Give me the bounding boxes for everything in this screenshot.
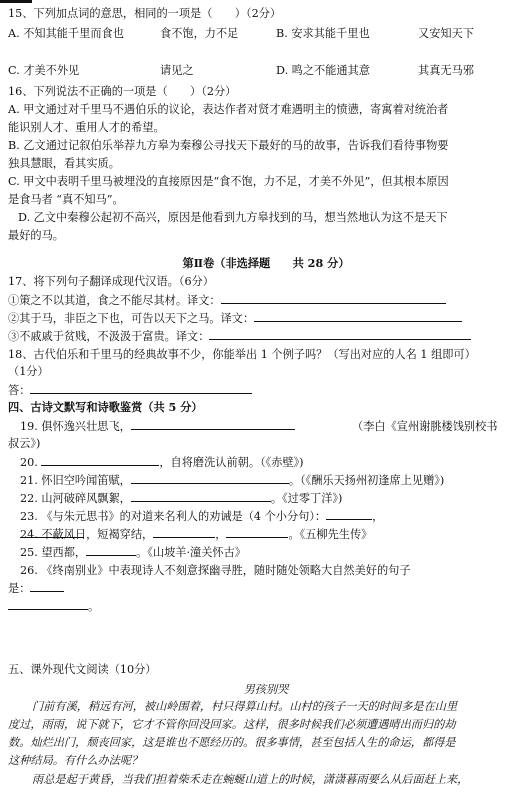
- section5-title: 五、课外现代文阅读（10分）: [8, 663, 157, 676]
- q22-source: 。《过零丁洋》): [270, 492, 343, 505]
- q24-blank-2[interactable]: [226, 526, 288, 538]
- article-p1-line1: 门前有溪，稍远有河，被山岭围着，村只得算山村。山村的孩子一天的时间多是在山里: [32, 700, 458, 713]
- q26-line2-text: 是：: [8, 582, 31, 595]
- q16-option-b-line1: B. 乙文通过记叙伯乐举荐九方皋为秦穆公寻找天下最好的马的故事，告诉我们看待事物要: [8, 139, 449, 152]
- q18-stem-line2: （1分）: [8, 365, 49, 378]
- q15-option-c-text: C. 才美不外见: [8, 64, 80, 77]
- article-p1-line3: 数。灿烂出门，颓丧回家，这是谁也不愿经历的。很多事情，甚至包括人生的命运，都得是: [8, 736, 456, 749]
- q23-text: 《与朱元思书》的对道来名利人的劝诫是（4 个小分句）：: [41, 510, 327, 523]
- q18-stem-line1: 18、古代伯乐和千里马的经典故事不少，你能举出 1 个例子吗？（写出对应的人名 1 组即可）: [8, 348, 476, 361]
- article-p2-line1: 雨总是起于黄昏，当我们担着柴禾走在蜿蜒山道上的时候，潇潇暮雨要么从后面赶上来，: [32, 773, 469, 786]
- q17-sentence1-text: ①策之不以其道，食之不能尽其材。译文：: [8, 294, 221, 307]
- q20-number: 20.: [20, 456, 38, 469]
- q25-source: 。《山坡羊·潼关怀古》: [136, 546, 246, 559]
- q22-number: 22.: [20, 492, 38, 505]
- q19-answer-blank[interactable]: [131, 418, 295, 430]
- q19-text: 俱怀逸兴壮思飞，: [41, 420, 131, 433]
- q20-text: ，自将磨洗认前朝。（《赤壁》): [159, 456, 304, 469]
- q22-line: [20, 490, 342, 506]
- q17-stem: 17、将下列句子翻译成现代汉语。（6分）: [8, 275, 214, 288]
- q17-answer3-blank[interactable]: [209, 328, 471, 340]
- q16-option-a-line2: 能识别人才、重用人才的希望。: [8, 121, 165, 134]
- q24-line: [20, 526, 372, 542]
- article-p1-line4: 这种结局。有什么办法呢？: [8, 754, 143, 767]
- q25-number: 25.: [20, 546, 38, 559]
- q16-option-d-line1: D. 乙文中秦穆公起初不高兴，原因是他看到九方皋找到的马，想当然地认为这不是天下: [18, 211, 448, 224]
- q16-option-d-line2: 最好的马。: [8, 229, 64, 242]
- q15-option-a-compare: 食不饱，力不足: [160, 27, 239, 40]
- q17-sentence3-text: ③不戚戚于贫贱，不汲汲于富贵。译文：: [8, 330, 210, 343]
- q24-source: 。《五柳先生传》: [288, 528, 373, 541]
- q22-answer-blank[interactable]: [131, 490, 271, 502]
- q15-option-a-text: A. 不知其能千里而食也: [8, 27, 124, 40]
- q15-option-d-compare: 其真无马邪: [418, 64, 474, 77]
- q26-line3: [8, 598, 99, 614]
- q15-option-c-compare: 请见之: [160, 64, 194, 77]
- q15-option-b-compare: 又安知天下: [418, 27, 474, 40]
- q24-separator: ，: [215, 528, 227, 541]
- q24-blank-1[interactable]: [153, 526, 215, 538]
- q19-source: （李白《宣州谢朓楼饯别校书: [352, 420, 498, 433]
- q23-blank-1[interactable]: [326, 508, 372, 520]
- q26-blank-2[interactable]: [8, 598, 88, 610]
- q24-text: 不蔽风日，短褐穿结，: [41, 528, 154, 541]
- q17-answer2-blank[interactable]: [254, 310, 462, 322]
- q15-stem: 15、下列加点词的意思，相同的一项是（ ）（2分）: [8, 7, 282, 20]
- section4-title: 四、古诗文默写和诗歌鉴赏（共 5 分）: [8, 400, 203, 414]
- q25-answer-blank[interactable]: [86, 544, 136, 556]
- q26-line1: 26. 《终南别业》中表现诗人不刻意探幽寻胜，随时随处领略大自然美好的句子: [20, 564, 411, 577]
- q18-answer: [8, 382, 252, 398]
- q18-answer-blank[interactable]: [30, 382, 252, 394]
- q26-line2: [8, 580, 64, 596]
- q21-line: [20, 472, 444, 488]
- section2-title: 第Ⅱ卷（非选择题 共 28 分）: [182, 256, 350, 270]
- q23-number: 23.: [20, 510, 38, 523]
- q15-option-d-text: D. 鸣之不能通其意: [276, 64, 370, 77]
- q16-stem: 16、下列说法不正确的一项是（ ）（2分）: [8, 85, 237, 98]
- q17-sentence1: [8, 292, 446, 308]
- q25-text: 望西都，: [41, 546, 87, 559]
- top-rule: [0, 0, 32, 3]
- q16-option-c-line1: C. 甲文中表明千里马被埋没的直接原因是“食不饱，力不足，才美不外见”，但其根本原因: [8, 175, 449, 188]
- q26-end: 。: [88, 600, 100, 613]
- q16-option-b-line2: 独具慧眼，看其实质。: [8, 157, 120, 170]
- q26-blank-1[interactable]: [30, 580, 64, 592]
- q21-source: 。（《酬乐天扬州初逢席上见赠》): [288, 474, 445, 487]
- q23-line: [20, 508, 383, 524]
- q16-option-a-line1: A. 甲文通过对千里马不遇伯乐的议论，表达作者对贤才难遇明主的愤懑，寄寓着对统治者: [8, 103, 449, 116]
- q21-number: 21.: [20, 474, 38, 487]
- q17-sentence2: [8, 310, 462, 326]
- q21-answer-blank[interactable]: [131, 472, 289, 484]
- q17-sentence2-text: ②其于马，非臣之下也，可告以天下之马。译文：: [8, 312, 255, 325]
- q17-sentence3: [8, 328, 471, 344]
- q20-line: [20, 454, 304, 470]
- q23-separator: ，: [372, 510, 384, 523]
- q19-source-cont: 叔云》): [8, 437, 41, 450]
- q15-option-b-text: B. 安求其能千里也: [276, 27, 370, 40]
- q18-answer-label: 答：: [8, 384, 31, 397]
- q20-answer-blank[interactable]: [41, 454, 159, 466]
- q21-text: 怀旧空吟闻笛赋，: [41, 474, 131, 487]
- q24-number: 24.: [20, 528, 38, 541]
- q16-option-c-line2: 是食马者 “真不知马”。: [8, 193, 124, 206]
- q17-answer1-blank[interactable]: [221, 292, 446, 304]
- q19-number: 19.: [20, 420, 38, 433]
- q22-text: 山河破碎风飘絮，: [41, 492, 131, 505]
- article-title: 男孩别哭: [243, 683, 289, 696]
- q25-line: [20, 544, 246, 560]
- article-p1-line2: 度过，雨雨，说下就下，它才不管你回没回家。这样，很多时候我们必须遭遇晴出而归的劫: [8, 718, 456, 731]
- q19-line: [20, 418, 295, 434]
